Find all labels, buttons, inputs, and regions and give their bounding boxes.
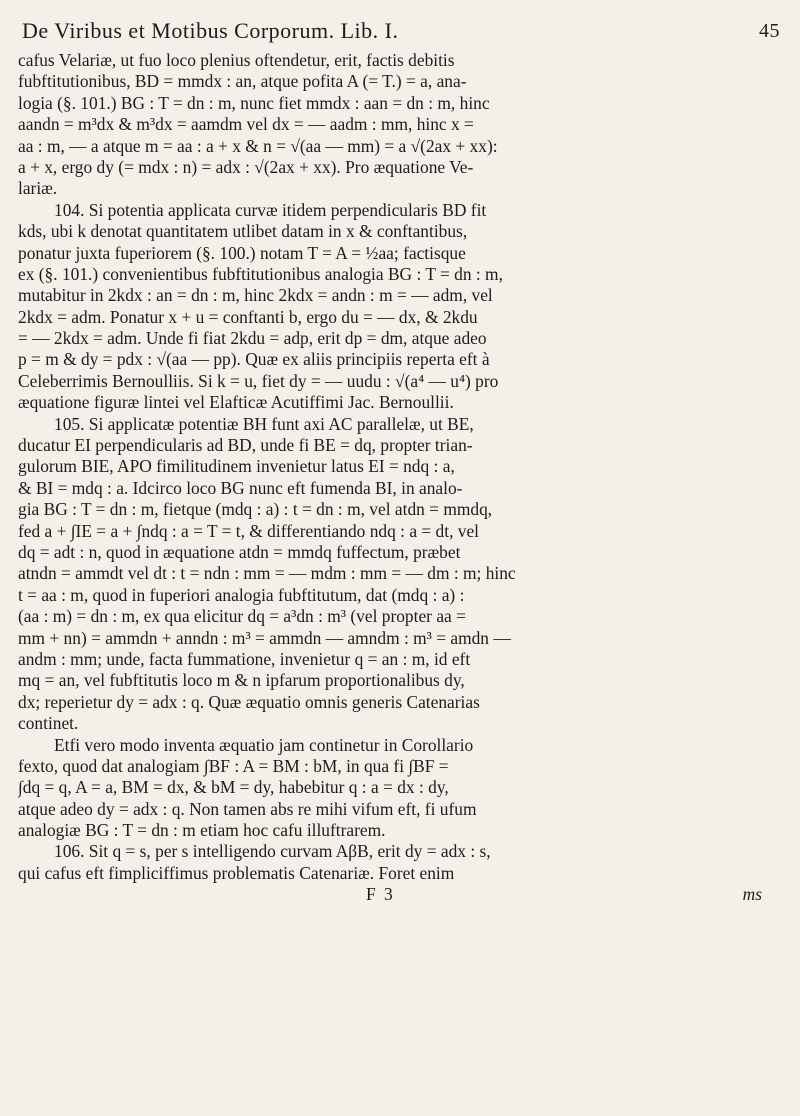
text-line: mq = an, vel fubftitutis loco m & n ipfarum proportionalibus dy, [18, 670, 465, 691]
page-number: 45 [759, 20, 780, 42]
text-line: æquatione figuræ lintei vel Elafticæ Acutiffimi Jac. Bernoullii. [18, 392, 454, 413]
text-line: aa : m, — a atque m = aa : a + x & n = √(aa — mm) = a √(2ax + xx): [18, 135, 498, 156]
signature-mark: F 3 [365, 884, 395, 905]
text-line: mutabitur in 2kdx : an = dn : m, hinc 2kdx = andn : m = — adm, vel [18, 285, 493, 306]
text-line: Celeberrimis Bernoulliis. Si k = u, fiet dy = — uudu : √(a⁴ — u⁴) pro [18, 370, 499, 391]
text-line: dq = adt : n, quod in æquatione atdn = mmdq fuffectum, præbet [18, 541, 461, 562]
running-header [22, 18, 782, 48]
text-line: gulorum BIE, APO fimilitudinem invenietur latus EI = ndq : a, [18, 456, 455, 477]
text-line: ducatur EI perpendicularis ad BD, unde fi BE = dq, propter trian- [18, 435, 473, 456]
text-line: fexto, quod dat analogiam ∫BF : A = BM : bM, in qua fi ∫BF = [18, 755, 449, 776]
text-line: andm : mm; unde, facta fummatione, invenietur q = an : m, id eft [18, 648, 471, 669]
text-line: qui cafus eft fimpliciffimus problematis Catenariæ. Foret enim [18, 862, 455, 883]
text-line: & BI = mdq : a. Idcirco loco BG nunc eft fumenda BI, in analo- [18, 477, 463, 498]
text-line: p = m & dy = pdx : √(aa — pp). Quæ ex aliis principiis reperta eft à [18, 349, 490, 370]
paragraph-105-start: 105. Si applicatæ potentiæ BH funt axi AC parallelæ, ut BE, [54, 413, 474, 434]
page-footer [18, 884, 790, 905]
text-line: a + x, ergo dy (= mdx : n) = adx : √(2ax + xx). Pro æquatione Ve- [18, 156, 474, 177]
text-line: cafus Velariæ, ut fuo loco plenius oftendetur, erit, factis debitis [18, 50, 455, 70]
text-line: mm + nn) = ammdn + anndn : m³ = ammdn — amndm : m³ = amdn — [18, 627, 511, 648]
text-line: gia BG : T = dn : m, fietque (mdq : a) : t = dn : m, vel atdn = mmdq, [18, 499, 493, 520]
body-text [18, 50, 790, 906]
text-line: 2kdx = adm. Ponatur x + u = conftanti b, ergo du = — dx, & 2kdu [18, 306, 478, 327]
text-line: logia (§. 101.) BG : T = dn : m, nunc fiet mmdx : aan = dn : m, hinc [18, 92, 490, 113]
text-line: ex (§. 101.) convenientibus fubftitutionibus analogia BG : T = dn : m, [18, 263, 503, 284]
text-line: ponatur juxta fuperiorem (§. 100.) notam T = A = ½aa; factisque [18, 242, 466, 263]
text-line: dx; reperietur dy = adx : q. Quæ æquatio omnis generis Catenarias [18, 691, 480, 712]
text-line: lariæ. [18, 178, 58, 199]
text-line: fubftitutionibus, BD = mmdx : an, atque pofita A (= T.) = a, ana- [18, 71, 467, 92]
text-line: t = aa : m, quod in fuperiori analogia fubftitutum, dat (mdq : a) : [18, 584, 465, 605]
catchword: ms [742, 884, 762, 905]
text-line: fed a + ∫IE = a + ∫ndq : a = T = t, & differentiando ndq : a = dt, vel [18, 520, 480, 541]
paragraph-106-start: 106. Sit q = s, per s intelligendo curvam AβB, erit dy = adx : s, [54, 841, 491, 862]
text-line: kds, ubi k denotat quantitatem utlibet datam in x & conftantibus, [18, 221, 468, 242]
text-line: aandn = m³dx & m³dx = aamdm vel dx = — aadm : mm, hinc x = [18, 114, 474, 135]
paragraph-etsi-start: Etfi vero modo inventa æquatio jam continetur in Corollario [54, 734, 474, 755]
text-line: analogiæ BG : T = dn : m etiam hoc cafu illuftrarem. [18, 820, 386, 841]
text-line: atndn = ammdt vel dt : t = ndn : mm = — mdm : mm = — dm : m; hinc [18, 563, 516, 584]
paragraph-104-start: 104. Si potentia applicata curvæ itidem perpendicularis BD fit [54, 199, 487, 220]
text-line: ∫dq = q, A = a, BM = dx, & bM = dy, habebitur q : a = dx : dy, [18, 777, 449, 798]
text-line: (aa : m) = dn : m, ex qua elicitur dq = a³dn : m³ (vel propter aa = [18, 606, 466, 627]
text-line: atque adeo dy = adx : q. Non tamen abs re mihi vifum eft, fi ufum [18, 798, 477, 819]
text-line: continet. [18, 713, 79, 734]
text-line: = — 2kdx = adm. Unde fi fiat 2kdu = adp, erit dp = dm, atque adeo [18, 328, 487, 349]
running-title: De Viribus et Motibus Corporum. Lib. I. [22, 18, 399, 43]
